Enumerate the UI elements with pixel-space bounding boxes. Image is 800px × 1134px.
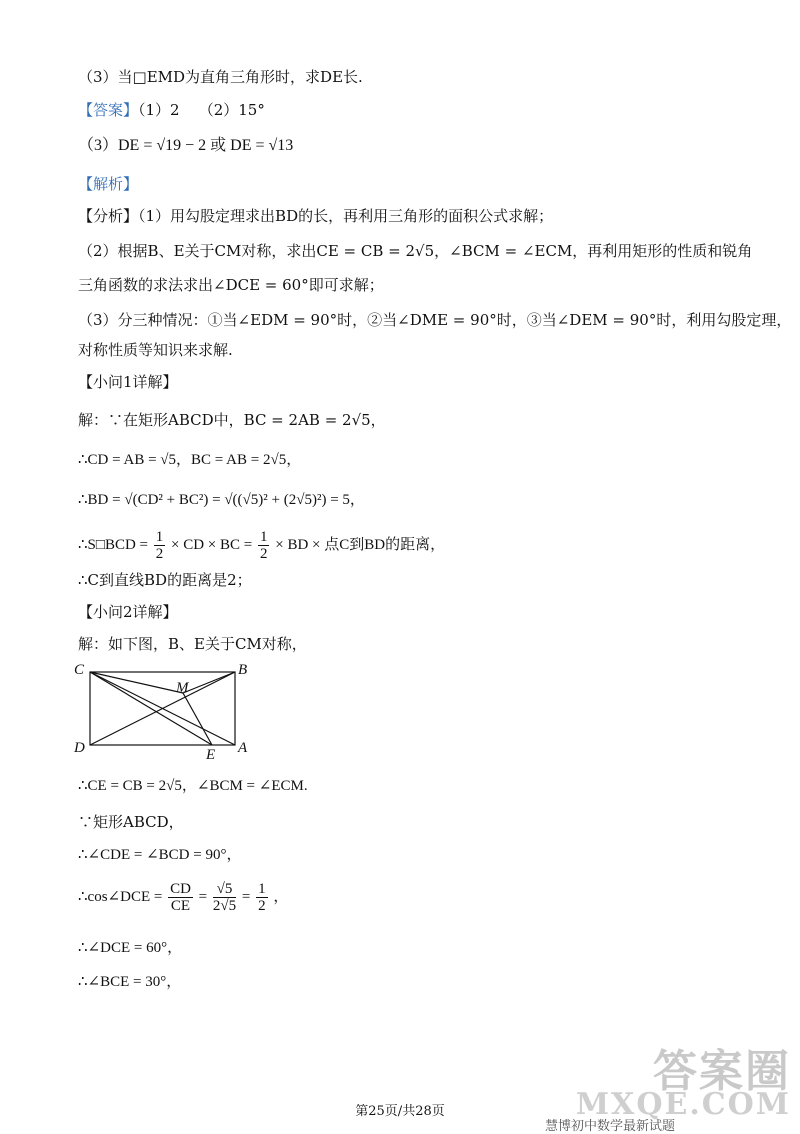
fraction-half: $\frac{1}{2}$ [259,529,268,563]
question-3: （3）当□EMD为直角三角形时，求DE长. [78,68,363,86]
fenxi-line-1: 【分析】（1）用勾股定理求出BD的长，再利用三角形的面积公式求解； [78,207,554,225]
segment-ce [90,672,212,745]
answer-part-1: （1）2 [138,101,180,119]
point-label-a: A [238,740,248,756]
point-label-b: B [238,662,248,678]
sub1-line-5: ∴C到直线BD的距离是2； [78,571,252,589]
segment-mb [183,672,235,693]
area-expression-end: × BD × 点C到BD的距离， [275,537,446,553]
sub1-line-2: ∴CD = AB = √5，BC = AB = 2√5， [78,452,302,468]
sub1-title: 【小问1详解】 [78,373,178,391]
point-label-e: E [206,747,216,760]
cos-expression: ∴cos∠DCE = [78,889,163,905]
sub1-line-3: ∴BD = √(CD² + BC²) = √((√5)² + (2√5)²) = 5， [78,492,365,508]
sub1-line-4 [78,527,445,563]
segment-me [183,693,212,745]
area-expression: ∴S□BCD = [78,537,148,553]
fenxi-line-2: （2）根据B、E关于CM对称，求出CE = CB = 2√5，∠BCM = ∠ECM，再利用矩形的性质和锐角 [78,242,753,260]
sub2-line-6: ∴∠DCE = 60°， [78,940,183,956]
answer-part-2: （2）15° [198,101,265,119]
watermark-site: MXQE.COM [575,1087,791,1122]
page-footer: 第25页/共28页 [355,1104,445,1119]
segment-cm [90,672,183,693]
sub2-line-2: ∴CE = CB = 2√5，∠BCM = ∠ECM. [78,778,308,794]
sub2-line-5 [78,879,288,915]
fenxi-line-4: （3）分三种情况：①当∠EDM = 90°时，②当∠DME = 90°时，③当∠DEM = 90°时，利用勾股定理， [78,311,792,329]
sub2-line-4: ∴∠CDE = ∠BCD = 90°， [78,847,242,863]
fraction-cd-ce: $\frac{CD}{CE}$ [170,881,191,915]
watermark-account: 慧博初中数学最新试题 [545,1119,676,1134]
equals-sign: = [198,889,208,905]
fenxi-line-5: 对称性质等知识来求解. [78,341,233,359]
answer-line-1 [78,100,265,120]
fraction-half: $\frac{1}{2}$ [258,881,266,915]
point-label-m: M [176,680,189,696]
point-label-d: D [74,740,85,756]
rectangle-diagram [70,660,270,760]
sub2-line-1: 解：如下图，B、E关于CM对称， [78,635,307,653]
sub1-line-1: 解：∵在矩形ABCD中，BC = 2AB = 2√5， [78,411,386,429]
fenxi-line-3: 三角函数的求法求出∠DCE = 60°即可求解； [78,276,384,294]
area-expression-mid: × CD × BC = [171,537,253,553]
watermark-logo: 答案圈 [653,1046,791,1097]
cos-expression-end: ， [273,889,289,905]
sub2-line-3: ∵矩形ABCD， [78,813,184,831]
answer-part-3: （3）DE = √19 − 2 或 DE = √13 [78,137,294,154]
fraction-half: $\frac{1}{2}$ [155,529,164,563]
sub2-title: 【小问2详解】 [78,603,178,621]
point-label-c: C [74,662,85,678]
fraction-root5: $\frac{√5}{2√5}$ [212,881,237,915]
answer-label: 【答案】 [78,101,139,119]
sub2-line-7: ∴∠BCE = 30°， [78,974,182,990]
analysis-label: 【解析】 [78,175,139,193]
equals-sign: = [241,889,251,905]
